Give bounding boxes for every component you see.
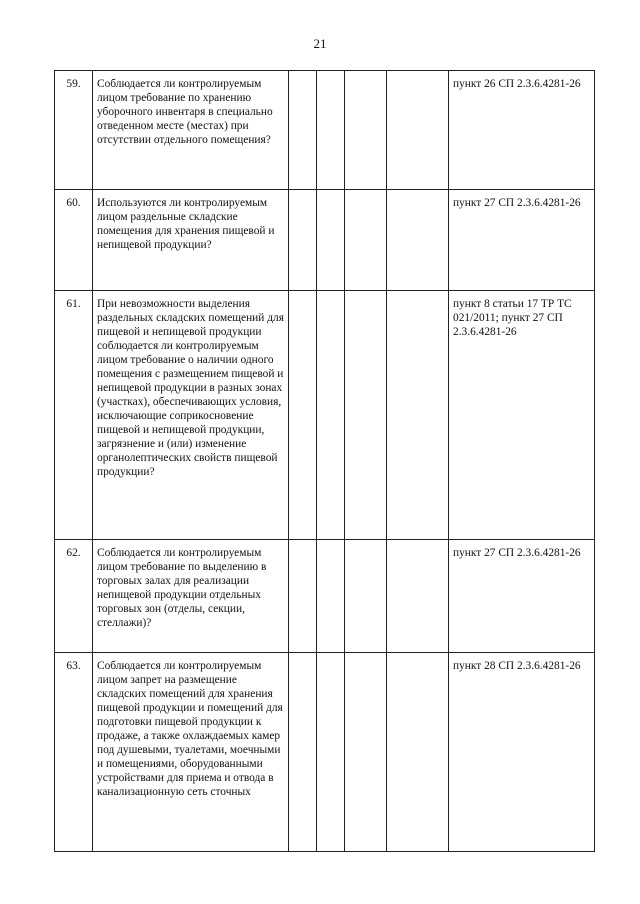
table-row — [55, 190, 595, 291]
checklist-table — [54, 70, 595, 852]
table-row — [55, 653, 595, 852]
table-row — [55, 540, 595, 653]
answer-yes-cell — [289, 291, 317, 540]
comment-cell — [387, 291, 449, 540]
page-number: 21 — [313, 36, 327, 51]
answer-yes-cell — [289, 540, 317, 653]
table-row — [55, 71, 595, 190]
row-reference: пункт 8 статьи 17 ТР ТС 021/2011; пункт 27 СП 2.3.6.4281-26 — [449, 291, 595, 540]
row-question: При невозможности выделения раздельных складских помещений для пищевой и непищевой продукции соблюдается ли контролируемым лицом требование о наличии одного помещения с размещением пищевой и непищевой продукции в разных зонах (участках), обеспечивающих условия, исключающие соприкосновение пищевой и непищевой продукции, загрязнение и (или) изменение органолептических свойств пищевой продукции? — [93, 291, 289, 540]
answer-no-cell — [317, 71, 345, 190]
table-row — [55, 291, 595, 540]
answer-no-cell — [317, 540, 345, 653]
answer-yes-cell — [289, 190, 317, 291]
answer-yes-cell — [289, 653, 317, 852]
answer-na-cell — [345, 71, 387, 190]
row-number: 63. — [55, 653, 93, 852]
row-question: Используются ли контролируемым лицом раздельные складские помещения для хранения пищевой и непищевой продукции? — [93, 190, 289, 291]
comment-cell — [387, 71, 449, 190]
row-reference: пункт 28 СП 2.3.6.4281-26 — [449, 653, 595, 852]
row-question: Соблюдается ли контролируемым лицом запрет на размещение складских помещений для хранения пищевой продукции и помещений для подготовки пищевой продукции к продаже, а также охлаждаемых камер под душевыми, туалетами, моечными и помещениями, оборудованными устройствами для приема и отвода в канализационную сеть сточных — [93, 653, 289, 852]
comment-cell — [387, 653, 449, 852]
comment-cell — [387, 190, 449, 291]
row-question: Соблюдается ли контролируемым лицом требование по выделению в торговых залах для реализации непищевой продукции отдельных торговых зон (отделы, секции, стеллажи)? — [93, 540, 289, 653]
comment-cell — [387, 540, 449, 653]
answer-na-cell — [345, 291, 387, 540]
row-reference: пункт 27 СП 2.3.6.4281-26 — [449, 540, 595, 653]
answer-na-cell — [345, 653, 387, 852]
answer-no-cell — [317, 291, 345, 540]
row-question: Соблюдается ли контролируемым лицом требование по хранению уборочного инвентаря в специально отведенном месте (местах) при отсутствии отдельного помещения? — [93, 71, 289, 190]
row-number: 62. — [55, 540, 93, 653]
row-number: 61. — [55, 291, 93, 540]
row-reference: пункт 26 СП 2.3.6.4281-26 — [449, 71, 595, 190]
row-reference: пункт 27 СП 2.3.6.4281-26 — [449, 190, 595, 291]
answer-yes-cell — [289, 71, 317, 190]
answer-na-cell — [345, 190, 387, 291]
row-number: 59. — [55, 71, 93, 190]
answer-no-cell — [317, 653, 345, 852]
answer-no-cell — [317, 190, 345, 291]
answer-na-cell — [345, 540, 387, 653]
row-number: 60. — [55, 190, 93, 291]
